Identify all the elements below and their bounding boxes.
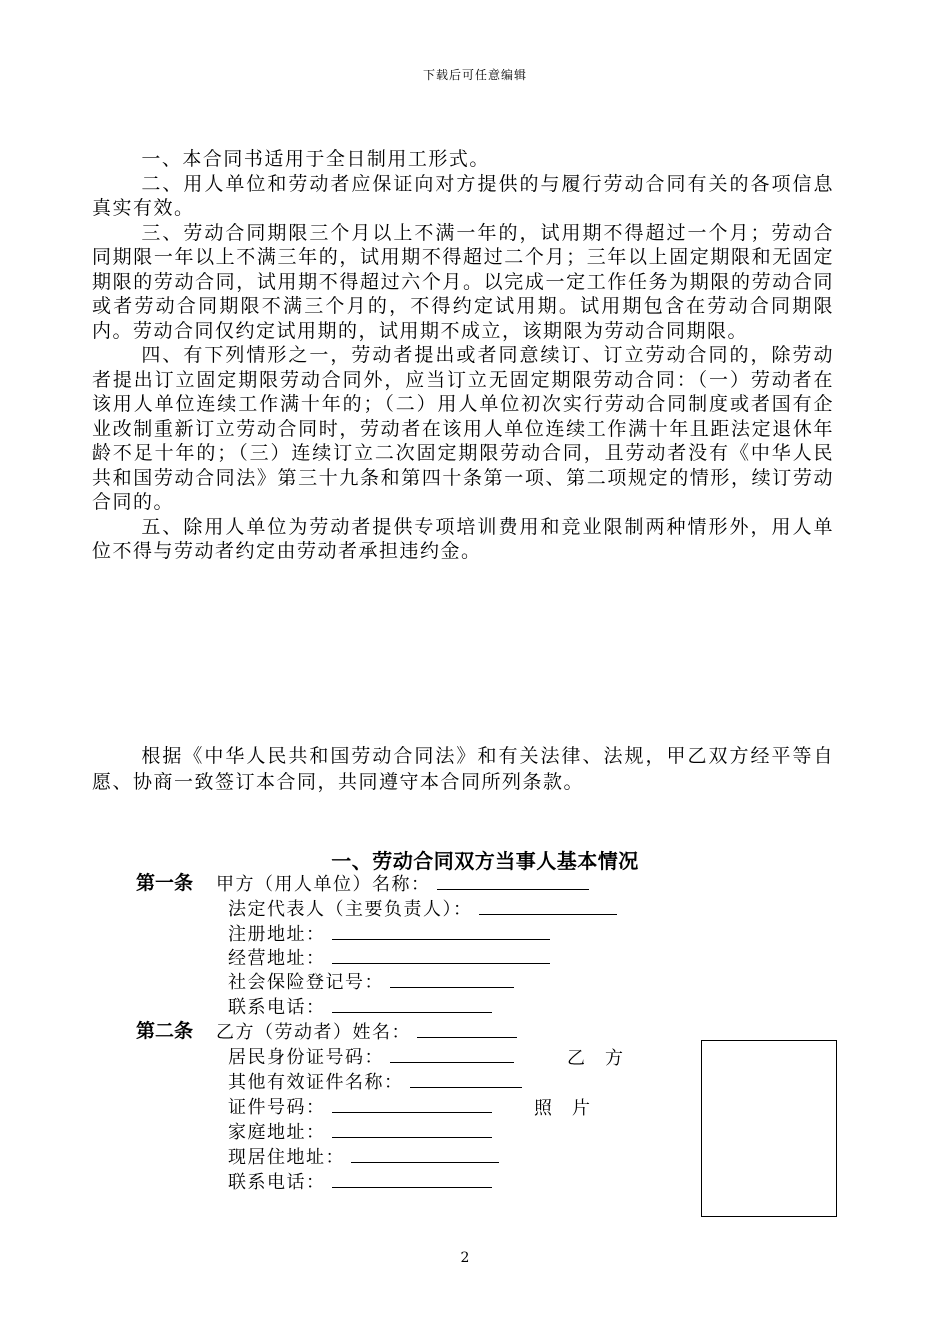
note-5: 五、除用人单位为劳动者提供专项培训费用和竞业限制两种情形外，用人单位不得与劳动者约定由劳动者承担违约金。 (92, 515, 834, 562)
employer-name-label: 甲方（用人单位）名称： (216, 874, 431, 895)
employer-phone-row (228, 994, 492, 1018)
home-address-row (228, 1119, 492, 1143)
contract-notes (92, 147, 834, 564)
social-security-field[interactable] (390, 969, 514, 988)
doc-number-label: 证件号码： (228, 1097, 326, 1118)
home-address-field[interactable] (332, 1119, 492, 1138)
note-1: 一、本合同书适用于全日制用工形式。 (141, 148, 490, 170)
legal-rep-label: 法定代表人（主要负责人）： (228, 899, 473, 920)
employer-name-row (216, 871, 589, 895)
note-3: 三、劳动合同期限三个月以上不满一年的，试用期不得超过一个月；劳动合同期限一年以上不满三年的，试用期不得超过二个月；三年以上固定期限和无固定期限的劳动合同，试用期不得超过六个月。以完成一定工作任务为期限的劳动合同或者劳动合同期限不满三个月的，不得约定试用期。试用期包含在劳动合同期限内。劳动合同仅约定试用期的，试用期不成立，该期限为劳动合同期限。 (92, 221, 834, 342)
current-address-label: 现居住地址： (228, 1147, 345, 1168)
home-address-label: 家庭地址： (228, 1122, 326, 1143)
note-4: 四、有下列情形之一，劳动者提出或者同意续订、订立劳动合同的，除劳动者提出订立固定期限劳动合同外，应当订立无固定期限劳动合同：（一）劳动者在该用人单位连续工作满十年的；（二）用人单位初次实行劳动合同制度或者国有企业改制重新订立劳动合同时，劳动者在该用人单位连续工作满十年且距法定退休年龄不足十年的；（三）连续订立二次固定期限劳动合同，且劳动者没有《中华人民共和国劳动合同法》第三十九条和第四十条第一项、第二项规定的情形，续订劳动合同的。 (92, 344, 834, 513)
id-number-row (228, 1044, 514, 1068)
reg-address-row (228, 921, 550, 945)
employee-phone-field[interactable] (332, 1169, 492, 1188)
page-header: 下载后可任意编辑 (422, 68, 527, 82)
other-id-label: 其他有效证件名称： (228, 1072, 404, 1093)
employee-phone-row (228, 1169, 492, 1193)
employer-phone-field[interactable] (332, 994, 492, 1013)
photo-caption-line1: 乙 方 (567, 1048, 624, 1069)
photo-caption-line2: 照 片 (534, 1098, 591, 1119)
biz-address-label: 经营地址： (228, 948, 326, 969)
employer-phone-label: 联系电话： (228, 997, 326, 1018)
employee-name-label: 乙方（劳动者）姓名： (216, 1022, 411, 1043)
doc-number-row (228, 1094, 492, 1118)
page-number: 2 (460, 1250, 470, 1266)
doc-number-field[interactable] (332, 1094, 492, 1113)
photo-box[interactable] (701, 1040, 837, 1217)
employee-phone-label: 联系电话： (228, 1172, 326, 1193)
employee-name-row (216, 1019, 517, 1043)
id-number-label: 居民身份证号码： (228, 1047, 384, 1068)
social-security-row (228, 969, 514, 993)
reg-address-label: 注册地址： (228, 924, 326, 945)
section-title: 一、劳动合同双方当事人基本情况 (331, 849, 639, 873)
biz-address-field[interactable] (332, 945, 550, 964)
reg-address-field[interactable] (332, 921, 550, 940)
preamble-text: 根据《中华人民共和国劳动合同法》和有关法律、法规，甲乙双方经平等自愿、协商一致签订本合同，共同遵守本合同所列条款。 (92, 745, 834, 793)
current-address-row (228, 1144, 499, 1168)
id-number-field[interactable] (390, 1044, 514, 1063)
other-id-row (228, 1069, 522, 1093)
article-1-label: 第一条 (136, 872, 194, 894)
legal-rep-row (228, 896, 617, 920)
other-id-field[interactable] (410, 1069, 522, 1088)
biz-address-row (228, 945, 550, 969)
employer-name-field[interactable] (437, 871, 589, 890)
legal-rep-field[interactable] (479, 896, 617, 915)
social-security-label: 社会保险登记号： (228, 972, 384, 993)
current-address-field[interactable] (351, 1144, 499, 1163)
contract-preamble (92, 743, 834, 795)
note-2: 二、用人单位和劳动者应保证向对方提供的与履行劳动合同有关的各项信息真实有效。 (92, 172, 834, 219)
article-2-label: 第二条 (136, 1020, 194, 1042)
employee-name-field[interactable] (417, 1019, 517, 1038)
